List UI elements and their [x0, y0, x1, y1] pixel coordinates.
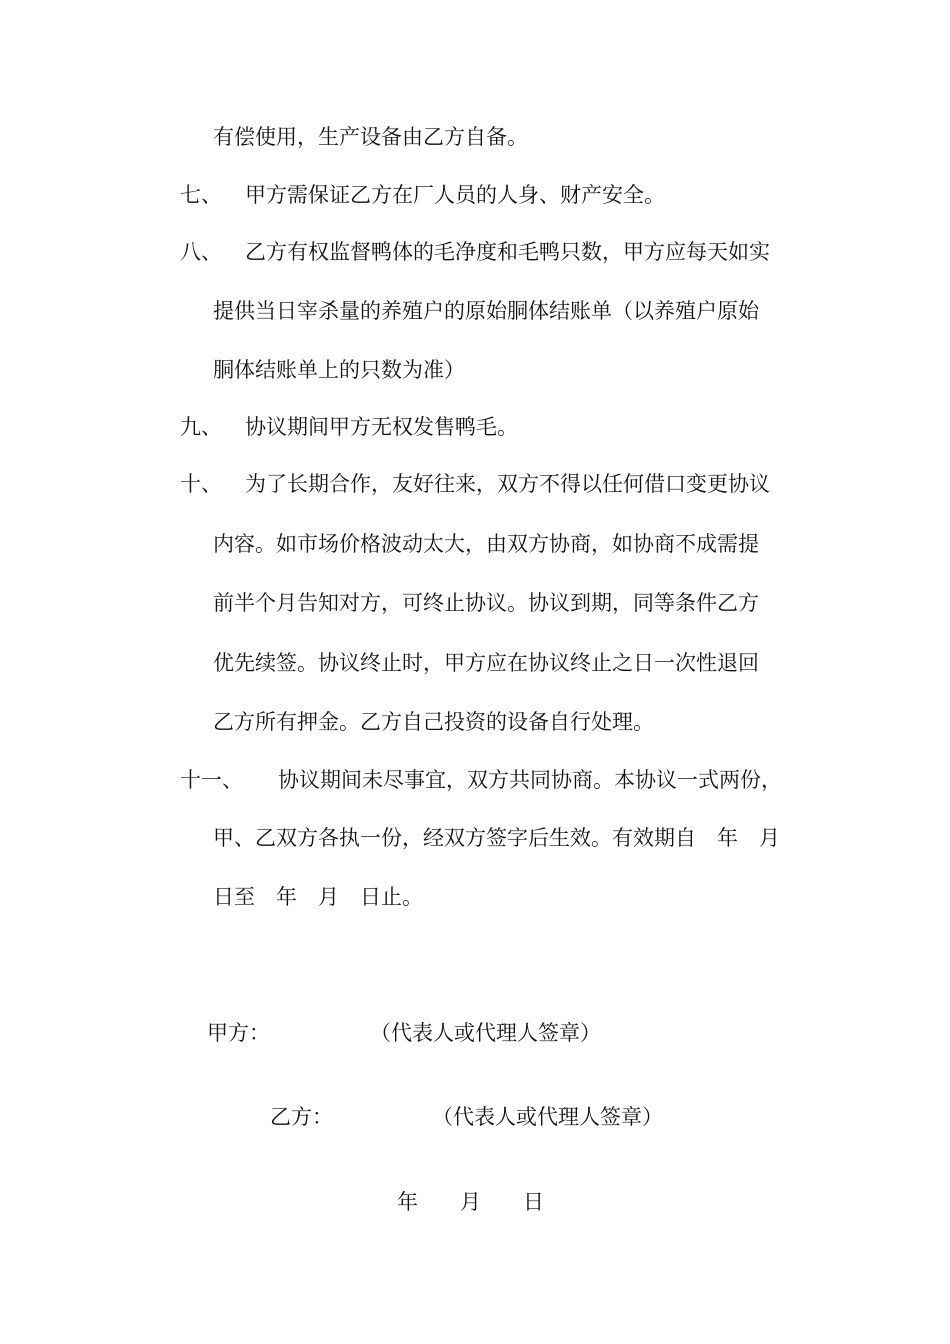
party-a-signature-note: （代表人或代理人签章） — [370, 1021, 601, 1045]
clause-7-number: 七、 — [180, 183, 222, 207]
clause-9-line-1: 协议期间甲方无权发售鸭毛。 — [245, 415, 518, 439]
clause-8-line-2: 提供当日宰杀量的养殖户的原始胴体结账单（以养殖户原始 — [213, 299, 759, 323]
clause-10-line-3: 前半个月告知对方，可终止协议。协议到期，同等条件乙方 — [213, 591, 759, 615]
clause-10-line-2: 内容。如市场价格波动太大，由双方协商，如协商不成需提 — [213, 532, 759, 556]
clause-11-number: 十一、 — [180, 768, 243, 792]
party-b-label: 乙方： — [270, 1105, 333, 1129]
date-line: 年 月 日 — [397, 1190, 544, 1214]
continuation-line: 有偿使用，生产设备由乙方自备。 — [213, 125, 528, 149]
clause-9-number: 九、 — [180, 415, 222, 439]
clause-11-line-2: 甲、乙双方各执一份，经双方签字后生效。有效期自 年 月 — [213, 826, 780, 850]
clause-8-line-1: 乙方有权监督鸭体的毛净度和毛鸭只数，甲方应每天如实 — [245, 240, 770, 264]
clause-8-number: 八、 — [180, 240, 222, 264]
clause-11-line-3: 日至 年 月 日止。 — [213, 885, 423, 909]
clause-10-line-1: 为了长期合作，友好往来，双方不得以任何借口变更协议 — [245, 472, 770, 496]
clause-7-line-1: 甲方需保证乙方在厂人员的人身、财产安全。 — [245, 183, 665, 207]
clause-10-line-5: 乙方所有押金。乙方自己投资的设备自行处理。 — [213, 710, 654, 734]
clause-10-line-4: 优先续签。协议终止时，甲方应在协议终止之日一次性退回 — [213, 651, 759, 675]
party-b-signature-note: （代表人或代理人签章） — [432, 1105, 663, 1129]
clause-11-line-1: 协议期间未尽事宜，双方共同协商。本协议一式两份， — [278, 768, 782, 792]
clause-10-number: 十、 — [180, 472, 222, 496]
clause-8-line-3: 胴体结账单上的只数为准） — [213, 358, 465, 382]
party-a-label: 甲方： — [207, 1021, 270, 1045]
